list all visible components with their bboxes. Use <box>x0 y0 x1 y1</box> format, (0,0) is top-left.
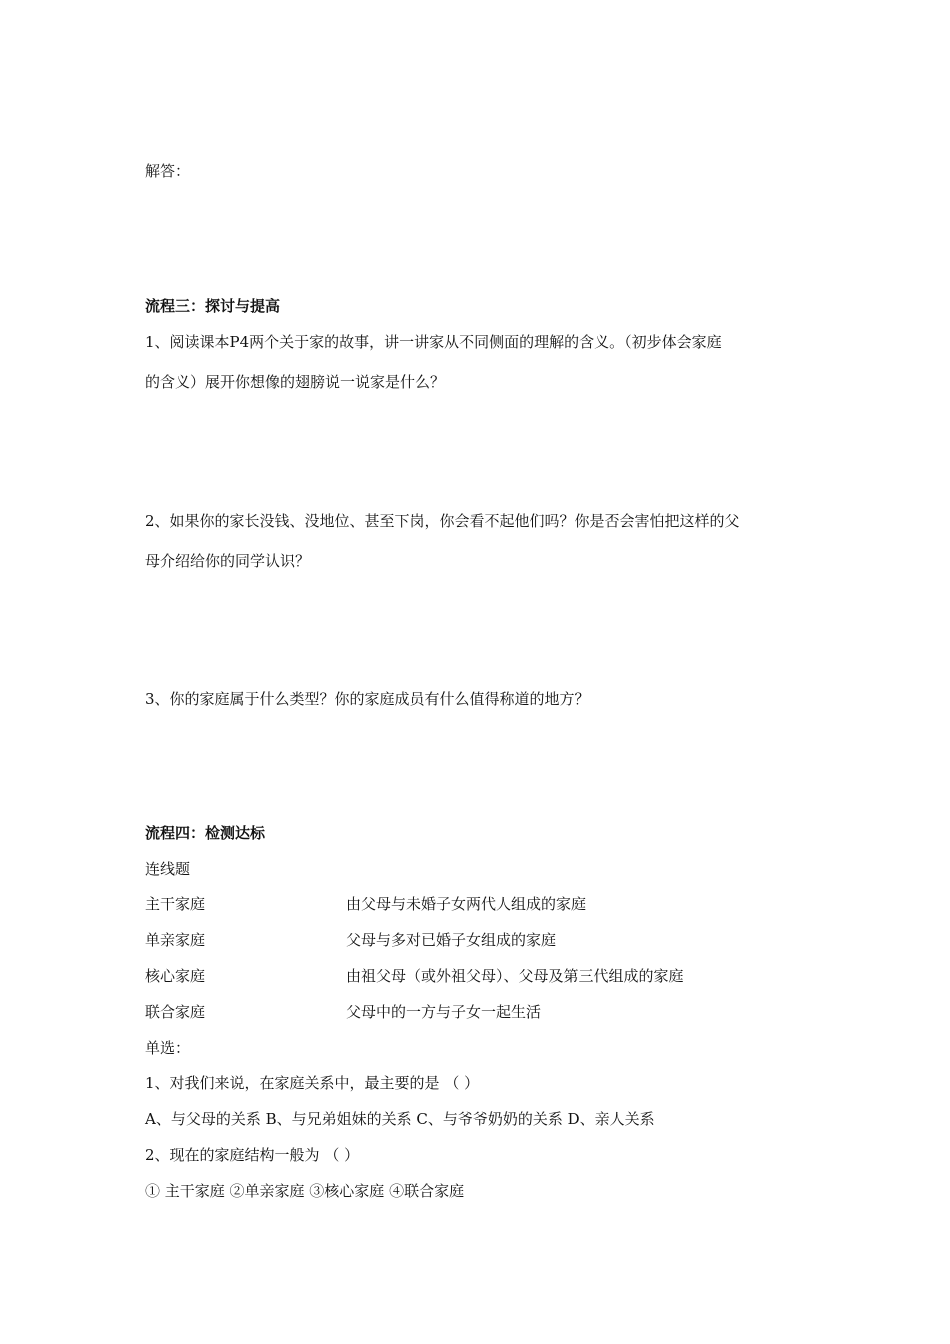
section3-heading: 流程三：探讨与提高 <box>145 297 281 315</box>
matching-left-4: 联合家庭 <box>145 1003 206 1021</box>
section4-heading: 流程四：检测达标 <box>145 824 266 842</box>
mc2-question: 2、现在的家庭结构一般为 （ ） <box>145 1146 360 1164</box>
section3-q3: 3、你的家庭属于什么类型？你的家庭成员有什么值得称道的地方？ <box>145 690 590 708</box>
mc1-question: 1、对我们来说，在家庭关系中，最主要的是 （ ） <box>145 1074 480 1092</box>
mc1-options: A、与父母的关系 B、与兄弟姐妹的关系 C、与爷爷奶奶的关系 D、亲人关系 <box>145 1110 655 1128</box>
matching-right-2: 父母与多对已婚子女组成的家庭 <box>346 931 557 949</box>
section3-q2-line1: 2、如果你的家长没钱、没地位、甚至下岗，你会看不起他们吗？你是否会害怕把这样的父 <box>145 512 740 530</box>
section3-q1-line1: 1、阅读课本P4两个关于家的故事，讲一讲家从不同侧面的理解的含义。（初步体会家庭 <box>145 333 722 351</box>
matching-left-2: 单亲家庭 <box>145 931 206 949</box>
matching-left-3: 核心家庭 <box>145 967 206 985</box>
section3-q1-line2: 的含义）展开你想像的翅膀说一说家是什么？ <box>145 373 446 391</box>
matching-right-4: 父母中的一方与子女一起生活 <box>346 1003 542 1021</box>
matching-left-1: 主干家庭 <box>145 895 206 913</box>
mc2-options: ① 主干家庭 ②单亲家庭 ③核心家庭 ④联合家庭 <box>145 1182 465 1200</box>
answer-label: 解答： <box>145 162 191 180</box>
section3-q2-line2: 母介绍给你的同学认识？ <box>145 552 311 570</box>
single-choice-label: 单选： <box>145 1039 191 1057</box>
matching-right-1: 由父母与未婚子女两代人组成的家庭 <box>346 895 587 913</box>
matching-label: 连线题 <box>145 860 191 878</box>
matching-right-3: 由祖父母（或外祖父母）、父母及第三代组成的家庭 <box>346 967 684 985</box>
